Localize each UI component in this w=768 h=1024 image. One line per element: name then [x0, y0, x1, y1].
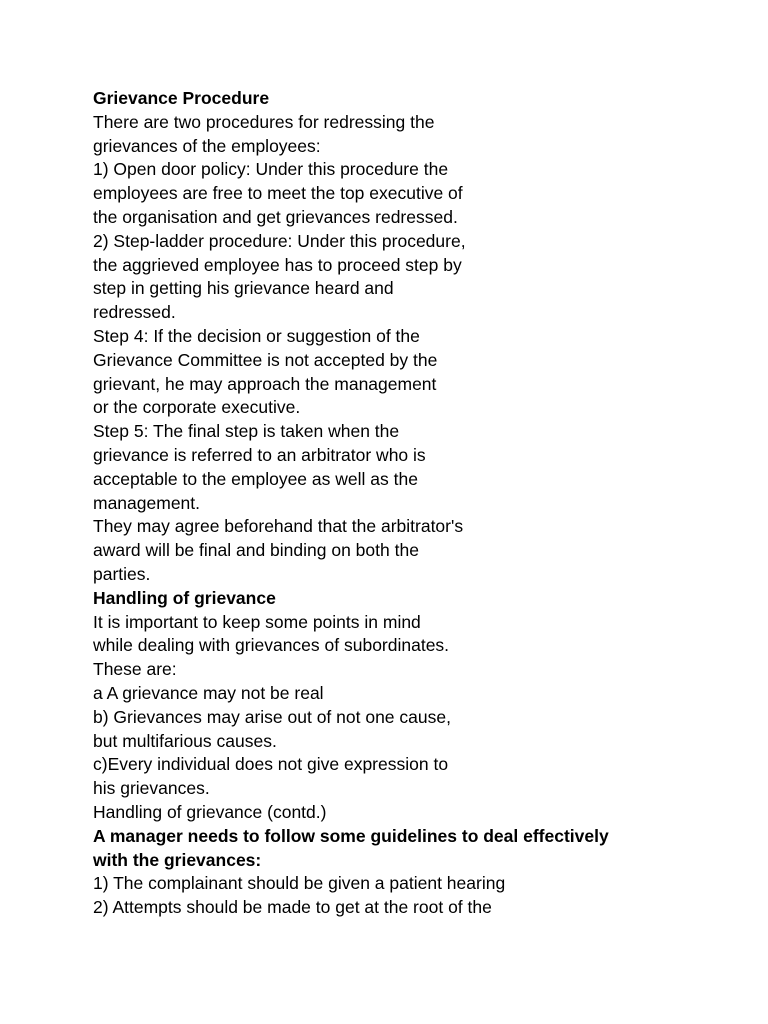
- text-line: employees are free to meet the top executive of: [93, 183, 463, 204]
- text-line: grievances of the employees:: [93, 135, 321, 156]
- text-line: They may agree beforehand that the arbitrator's: [93, 516, 464, 537]
- text-line: but multifarious causes.: [93, 730, 277, 751]
- document-body: [93, 87, 713, 920]
- text-line: 1) Open door policy: Under this procedure the: [93, 159, 449, 180]
- text-line: step in getting his grievance heard and: [93, 278, 394, 299]
- heading-handling-of-grievance: Handling of grievance: [93, 587, 276, 608]
- text-line: c)Every individual does not give expression to: [93, 754, 449, 775]
- text-line: Step 5: The final step is taken when the: [93, 421, 400, 442]
- text-line: There are two procedures for redressing the: [93, 111, 435, 132]
- text-line: redressed.: [93, 302, 176, 323]
- text-line: acceptable to the employee as well as the: [93, 468, 418, 489]
- text-line: grievance is referred to an arbitrator who is: [93, 444, 426, 465]
- text-line: Grievance Committee is not accepted by the: [93, 349, 438, 370]
- text-line: his grievances.: [93, 778, 210, 799]
- text-line: the organisation and get grievances redressed.: [93, 206, 458, 227]
- text-line: b) Grievances may arise out of not one cause,: [93, 706, 451, 727]
- text-line: grievant, he may approach the management: [93, 373, 437, 394]
- heading-grievance-procedure: Grievance Procedure: [93, 88, 270, 108]
- text-line: a A grievance may not be real: [93, 682, 324, 703]
- text-line: 2) Step-ladder procedure: Under this procedure,: [93, 230, 466, 251]
- text-line: or the corporate executive.: [93, 397, 301, 418]
- text-line: 2) Attempts should be made to get at the root of the: [93, 897, 492, 918]
- heading-guidelines: A manager needs to follow some guidelines to deal effectively: [93, 825, 609, 846]
- text-line: Handling of grievance (contd.): [93, 801, 327, 822]
- text-line: Step 4: If the decision or suggestion of the: [93, 325, 420, 346]
- heading-guidelines-cont: with the grievances:: [93, 849, 262, 870]
- text-line: It is important to keep some points in mind: [93, 611, 421, 632]
- text-line: 1) The complainant should be given a patient hearing: [93, 873, 506, 894]
- text-line: parties.: [93, 563, 151, 584]
- text-line: the aggrieved employee has to proceed step by: [93, 254, 462, 275]
- text-line: These are:: [93, 659, 177, 680]
- text-line: management.: [93, 492, 201, 513]
- text-line: award will be final and binding on both the: [93, 540, 419, 561]
- text-line: while dealing with grievances of subordinates.: [93, 635, 450, 656]
